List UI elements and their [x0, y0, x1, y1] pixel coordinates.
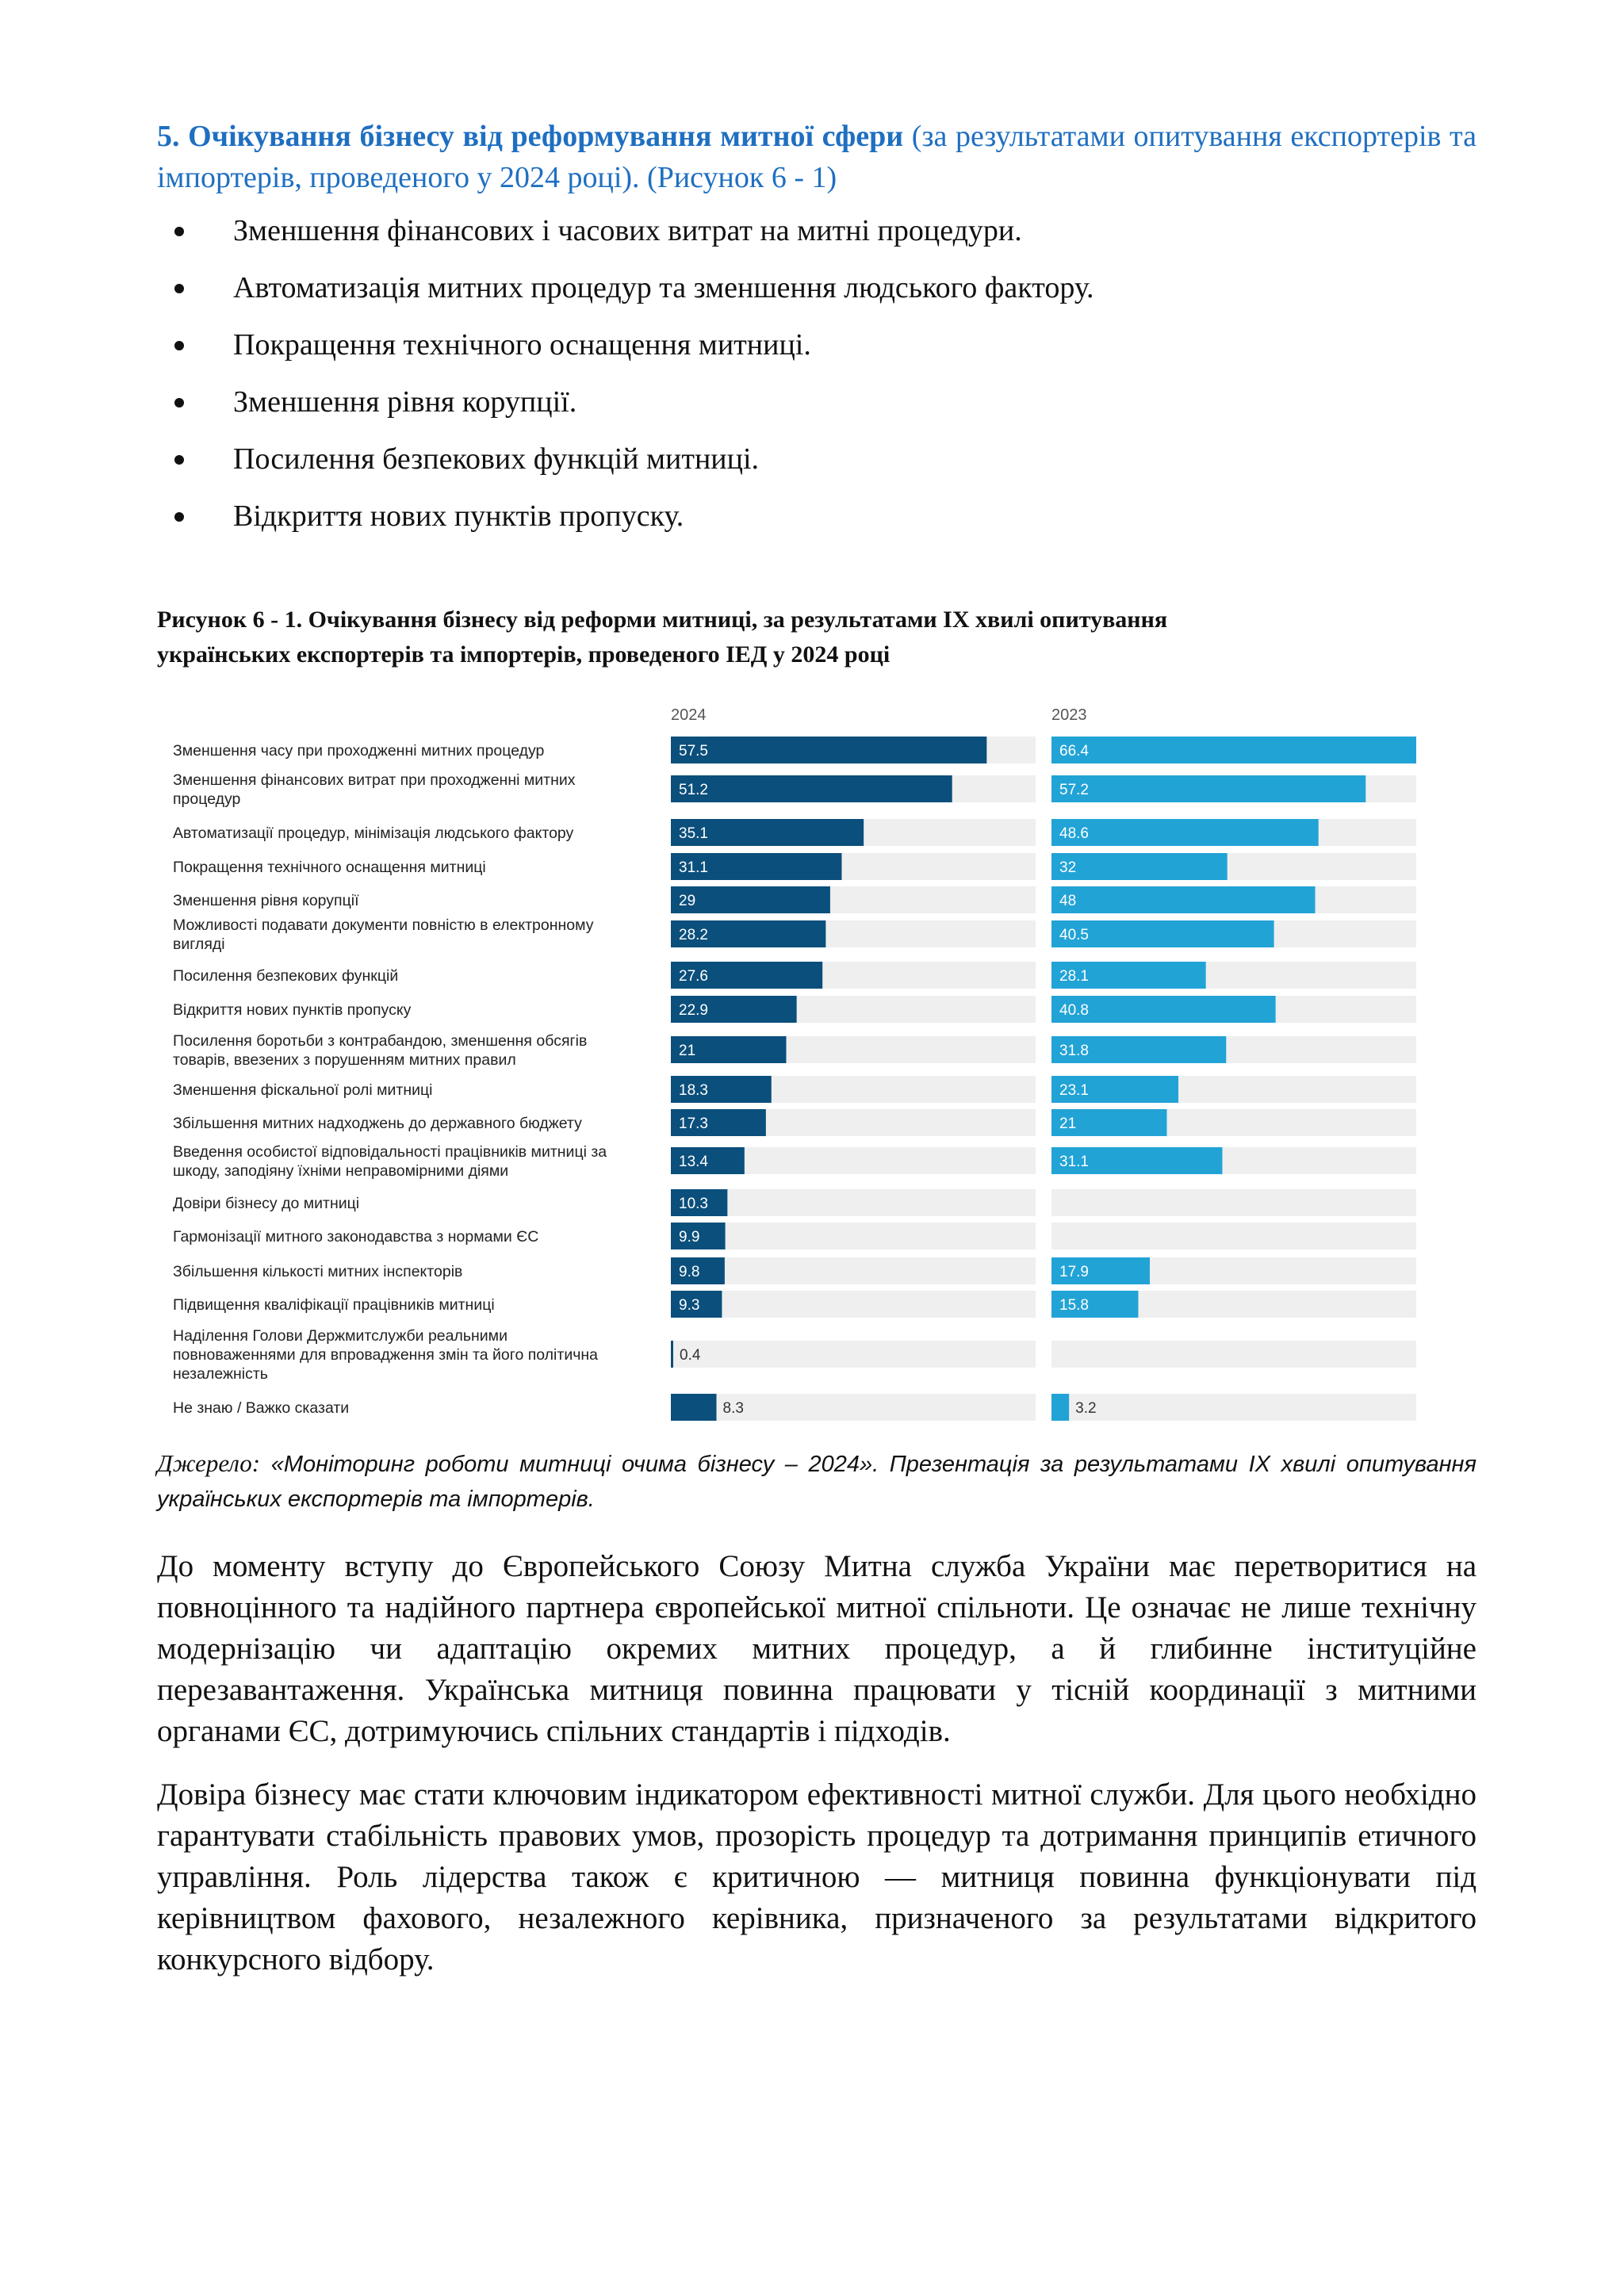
category-label: Посилення боротьби з контрабандою, зменшення обсягів	[173, 1032, 588, 1050]
bar-value-label: 21	[1059, 1115, 1077, 1132]
bar-value-label: 21	[679, 1043, 696, 1059]
bullet-icon	[174, 398, 184, 408]
category-label: Покращення технічного оснащення митниці	[173, 859, 486, 876]
bullet-icon	[174, 227, 184, 236]
bullet-list	[157, 211, 1477, 553]
category-label: Зменшення фінансових витрат при проходженні митних	[173, 771, 576, 789]
bullet-text: Відкриття нових пунктів пропуску.	[233, 499, 684, 533]
bar-value-label: 48.6	[1059, 825, 1089, 842]
bullet-text: Покращення технічного оснащення митниці.	[233, 328, 811, 362]
bar	[671, 1394, 717, 1421]
bullet-text: Посилення безпекових функцій митниці.	[233, 442, 760, 476]
bar-value-label: 40.8	[1059, 1002, 1089, 1019]
bar-value-label: 66.4	[1059, 743, 1089, 760]
bar-value-label: 28.1	[1059, 968, 1089, 985]
category-label: Зменшення рівня корупції	[173, 892, 359, 909]
category-label: Посилення безпекових функцій	[173, 967, 399, 985]
bar-track	[671, 1223, 1036, 1249]
figure-caption-line: Рисунок 6 - 1. Очікування бізнесу від реформи митниці, за результатами IX хвилі опитування	[157, 607, 1168, 633]
bullet-item	[157, 325, 1477, 382]
bullet-text: Зменшення рівня корупції.	[233, 385, 577, 419]
bar-chart-svg	[157, 698, 1426, 1443]
figure-caption	[157, 603, 1426, 672]
bar	[671, 1341, 673, 1368]
source-label: Джерело:	[157, 1449, 261, 1477]
bar	[1051, 886, 1316, 913]
bar-value-label: 15.8	[1059, 1297, 1089, 1314]
category-label: шкоду, заподіяну їхніми неправомірними діями	[173, 1162, 509, 1180]
category-label: повноваженнями для впровадження змін та його політична	[173, 1346, 598, 1364]
bullet-icon	[174, 455, 184, 465]
bar	[1051, 853, 1228, 880]
category-label: Автоматизації процедур, мінімізація людського фактору	[173, 825, 574, 842]
bar-value-label: 9.3	[679, 1297, 700, 1314]
bullet-text: Автоматизація митних процедур та зменшення людського фактору.	[233, 271, 1094, 304]
bullet-item	[157, 211, 1477, 268]
bar-value-label: 17.9	[1059, 1264, 1089, 1280]
category-label: Наділення Голови Держмитслужби реальними	[173, 1327, 508, 1345]
bar-value-label: 9.8	[679, 1264, 700, 1280]
bullet-icon	[174, 341, 184, 350]
bar-track	[1051, 1394, 1416, 1421]
category-label: товарів, ввезених з порушенням митних правил	[173, 1051, 516, 1069]
bar-value-label: 28.2	[679, 927, 708, 943]
bar-track	[1051, 1223, 1416, 1249]
category-label: Відкриття нових пунктів пропуску	[173, 1001, 412, 1019]
bar-value-label: 10.3	[679, 1196, 708, 1212]
bar-value-label: 48	[1059, 893, 1077, 909]
bar-value-label: 23.1	[1059, 1082, 1089, 1099]
bar-value-label: 57.2	[1059, 782, 1089, 798]
section-title-rest: (за результатами опитування експортерів та імпортерів, проведеного у 2024 році). (Рисунок 6 - 1)	[157, 120, 1477, 194]
bar-value-label: 13.4	[679, 1154, 708, 1170]
bar	[671, 775, 952, 802]
bar-value-label: 27.6	[679, 968, 708, 985]
bar-value-label: 51.2	[679, 782, 708, 798]
bar-value-label: 18.3	[679, 1082, 708, 1099]
bar-track	[671, 1341, 1036, 1368]
bar-track	[671, 1257, 1036, 1284]
category-label: процедур	[173, 790, 241, 808]
body-paragraph: До моменту вступу до Європейського Союзу Митна служба України має перетворитися на повноцінного та надійного партнера європейської митної спільноти. Це означає не лише технічну модернізацію чи адаптацію окремих митних процедур, а й глибинне інституційне перезавантаження. Українська митниця повинна працювати у тісній координації з митними органами ЄС, дотримуючись спільних стандартів і підходів.	[157, 1549, 1477, 1748]
category-label: Збільшення митних надходжень до державного бюджету	[173, 1115, 582, 1132]
category-label: вигляді	[173, 936, 225, 953]
category-label: Підвищення кваліфікації працівників митниці	[173, 1296, 495, 1314]
bullet-item	[157, 268, 1477, 325]
bar	[671, 737, 986, 763]
category-label: Гармонізації митного законодавства з нормами ЄС	[173, 1228, 539, 1246]
bar-value-label: 40.5	[1059, 927, 1089, 943]
bar-value-label: 3.2	[1075, 1400, 1097, 1417]
bullet-item	[157, 439, 1477, 496]
series-header: 2024	[671, 706, 707, 724]
bar-value-label: 9.9	[679, 1229, 700, 1246]
category-label: Можливості подавати документи повністю в електронному	[173, 916, 594, 934]
category-label: Введення особистої відповідальності працівників митниці за	[173, 1143, 607, 1161]
bullet-icon	[174, 284, 184, 293]
body-paragraph: Довіра бізнесу має стати ключовим індикатором ефективності митної служби. Для цього необхідно гарантувати стабільність правових умов, прозорість процедур та дотримання принципів етичного управління. Роль лідерства також є критичною — митниця повинна функціонувати під керівництвом фахового, незалежного керівника, призначеного за результатами відкритого конкурсного відбору.	[157, 1777, 1477, 1976]
source-text: «Моніторинг роботи митниці очима бізнесу – 2024». Презентація за результатами IX хвилі опитування українських експортерів та імпортерів.	[157, 1452, 1477, 1512]
bullet-item	[157, 496, 1477, 553]
bar-track	[1051, 1341, 1416, 1368]
bar	[1051, 775, 1365, 802]
bar	[1051, 819, 1319, 846]
series-header: 2023	[1051, 706, 1087, 724]
section-heading	[157, 116, 1477, 198]
category-label: незалежність	[173, 1365, 268, 1383]
bar-value-label: 29	[679, 893, 696, 909]
bar-value-label: 57.5	[679, 743, 708, 760]
category-label: Не знаю / Важко сказати	[173, 1399, 350, 1417]
bar-value-label: 17.3	[679, 1115, 708, 1132]
category-label: Довіри бізнесу до митниці	[173, 1195, 360, 1212]
bar-track	[671, 1291, 1036, 1318]
bullet-item	[157, 382, 1477, 439]
bar-value-label: 31.8	[1059, 1043, 1089, 1059]
bar-value-label: 35.1	[679, 825, 708, 842]
bar-value-label: 31.1	[679, 859, 708, 876]
figure-source	[157, 1446, 1477, 1517]
bar-value-label: 31.1	[1059, 1154, 1089, 1170]
figure-caption-line: українських експортерів та імпортерів, проведеного ІЕД у 2024 році	[157, 641, 891, 668]
bar-chart	[157, 698, 1426, 1443]
bar-value-label: 0.4	[680, 1347, 701, 1364]
bar-value-label: 8.3	[722, 1400, 744, 1417]
category-label: Зменшення фіскальної ролі митниці	[173, 1081, 433, 1099]
bar-value-label: 22.9	[679, 1002, 708, 1019]
bar-value-label: 32	[1059, 859, 1077, 876]
section-title-bold: 5. Очікування бізнесу від реформування митної сфери	[157, 120, 904, 153]
bar	[1051, 1394, 1069, 1421]
category-label: Збільшення кількості митних інспекторів	[173, 1263, 463, 1280]
category-label: Зменшення часу при проходженні митних процедур	[173, 742, 545, 760]
bullet-icon	[174, 512, 184, 522]
bar-track	[1051, 1189, 1416, 1216]
bar	[1051, 737, 1416, 763]
bullet-text: Зменшення фінансових і часових витрат на митні процедури.	[233, 214, 1022, 247]
